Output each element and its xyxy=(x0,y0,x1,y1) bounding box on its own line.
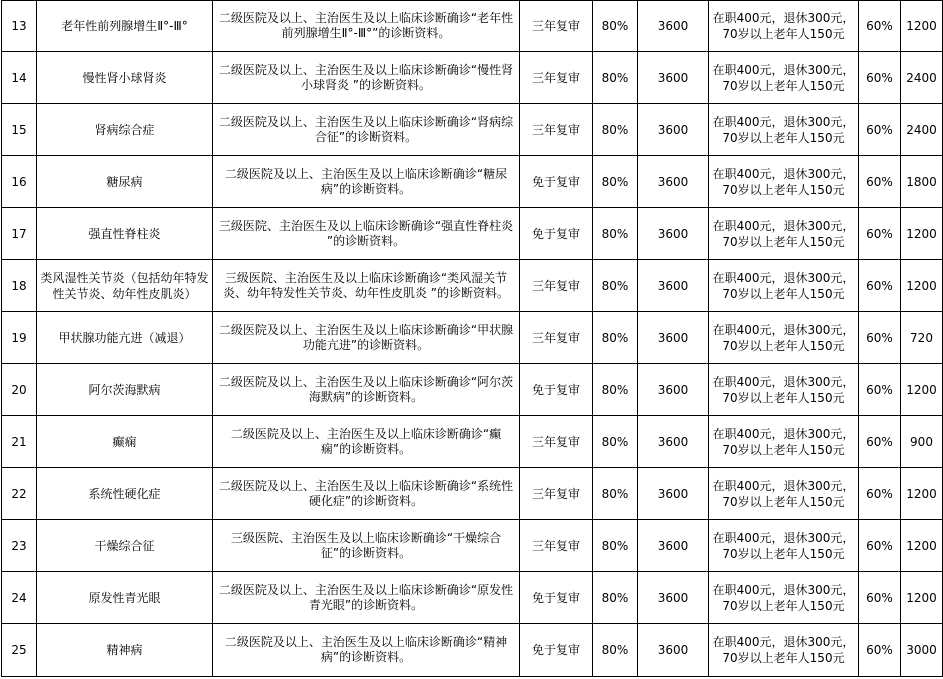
diagnosis-condition: 二级医院及以上、主治医生及以上临床诊断确诊“肾病综合征”的诊断资料。 xyxy=(213,104,520,156)
review-cycle: 三年复审 xyxy=(520,416,593,468)
row-number: 20 xyxy=(2,364,37,416)
review-cycle: 三年复审 xyxy=(520,468,593,520)
diagnosis-condition: 二级医院及以上、主治医生及以上临床诊断确诊“慢性肾小球肾炎 ”的诊断资料。 xyxy=(213,52,520,104)
disease-name: 干燥综合征 xyxy=(37,520,213,572)
annual-amount: 2400 xyxy=(901,52,943,104)
limit-amount: 3600 xyxy=(638,208,709,260)
reimbursement-ratio: 80% xyxy=(593,1,638,52)
annual-amount: 1200 xyxy=(901,260,943,312)
secondary-ratio: 60% xyxy=(859,260,901,312)
reimbursement-ratio: 80% xyxy=(593,208,638,260)
row-number: 25 xyxy=(2,624,37,677)
reimbursement-ratio: 80% xyxy=(593,312,638,364)
limit-amount: 3600 xyxy=(638,52,709,104)
reimbursement-ratio: 80% xyxy=(593,156,638,208)
disease-name: 老年性前列腺增生Ⅱ°-Ⅲ° xyxy=(37,1,213,52)
secondary-ratio: 60% xyxy=(859,468,901,520)
threshold-benefit: 在职400元，退休300元，70岁以上老年人150元 xyxy=(709,416,859,468)
review-cycle: 三年复审 xyxy=(520,104,593,156)
reimbursement-ratio: 80% xyxy=(593,104,638,156)
threshold-benefit: 在职400元，退休300元，70岁以上老年人150元 xyxy=(709,624,859,677)
secondary-ratio: 60% xyxy=(859,416,901,468)
annual-amount: 1200 xyxy=(901,468,943,520)
diagnosis-condition: 二级医院及以上、主治医生及以上临床诊断确诊“糖尿病”的诊断资料。 xyxy=(213,156,520,208)
row-number: 17 xyxy=(2,208,37,260)
disease-name: 慢性肾小球肾炎 xyxy=(37,52,213,104)
secondary-ratio: 60% xyxy=(859,156,901,208)
table-row xyxy=(2,416,943,468)
review-cycle: 三年复审 xyxy=(520,520,593,572)
diagnosis-condition: 二级医院及以上、主治医生及以上临床诊断确诊“系统性硬化症”的诊断资料。 xyxy=(213,468,520,520)
disease-name: 糖尿病 xyxy=(37,156,213,208)
secondary-ratio: 60% xyxy=(859,208,901,260)
diagnosis-condition: 二级医院及以上、主治医生及以上临床诊断确诊“精神病”的诊断资料。 xyxy=(213,624,520,677)
secondary-ratio: 60% xyxy=(859,520,901,572)
row-number: 15 xyxy=(2,104,37,156)
secondary-ratio: 60% xyxy=(859,1,901,52)
table-row xyxy=(2,260,943,312)
review-cycle: 免于复审 xyxy=(520,208,593,260)
review-cycle: 免于复审 xyxy=(520,156,593,208)
diagnosis-condition: 三级医院、主治医生及以上临床诊断确诊“强直性脊柱炎 ”的诊断资料。 xyxy=(213,208,520,260)
reimbursement-ratio: 80% xyxy=(593,260,638,312)
annual-amount: 2400 xyxy=(901,104,943,156)
row-number: 24 xyxy=(2,572,37,624)
annual-amount: 1200 xyxy=(901,364,943,416)
secondary-ratio: 60% xyxy=(859,52,901,104)
limit-amount: 3600 xyxy=(638,468,709,520)
diagnosis-condition: 二级医院及以上、主治医生及以上临床诊断确诊“原发性青光眼”的诊断资料。 xyxy=(213,572,520,624)
review-cycle: 三年复审 xyxy=(520,260,593,312)
diagnosis-condition: 二级医院及以上、主治医生及以上临床诊断确诊“阿尔茨海默病”的诊断资料。 xyxy=(213,364,520,416)
annual-amount: 1200 xyxy=(901,520,943,572)
table-row xyxy=(2,572,943,624)
review-cycle: 免于复审 xyxy=(520,624,593,677)
row-number: 22 xyxy=(2,468,37,520)
row-number: 19 xyxy=(2,312,37,364)
review-cycle: 免于复审 xyxy=(520,364,593,416)
table-row xyxy=(2,364,943,416)
disease-name: 肾病综合症 xyxy=(37,104,213,156)
reimbursement-ratio: 80% xyxy=(593,416,638,468)
table-row xyxy=(2,520,943,572)
disease-name: 精神病 xyxy=(37,624,213,677)
table-row xyxy=(2,312,943,364)
secondary-ratio: 60% xyxy=(859,624,901,677)
review-cycle: 三年复审 xyxy=(520,52,593,104)
table-row xyxy=(2,52,943,104)
table-row xyxy=(2,468,943,520)
row-number: 21 xyxy=(2,416,37,468)
table-row xyxy=(2,208,943,260)
row-number: 23 xyxy=(2,520,37,572)
limit-amount: 3600 xyxy=(638,1,709,52)
review-cycle: 免于复审 xyxy=(520,572,593,624)
annual-amount: 1200 xyxy=(901,572,943,624)
disease-name: 癫痫 xyxy=(37,416,213,468)
limit-amount: 3600 xyxy=(638,156,709,208)
secondary-ratio: 60% xyxy=(859,572,901,624)
threshold-benefit: 在职400元，退休300元，70岁以上老年人150元 xyxy=(709,260,859,312)
review-cycle: 三年复审 xyxy=(520,1,593,52)
threshold-benefit: 在职400元，退休300元，70岁以上老年人150元 xyxy=(709,156,859,208)
threshold-benefit: 在职400元，退休300元，70岁以上老年人150元 xyxy=(709,572,859,624)
disease-name: 阿尔茨海默病 xyxy=(37,364,213,416)
reimbursement-ratio: 80% xyxy=(593,52,638,104)
reimbursement-ratio: 80% xyxy=(593,364,638,416)
disease-name: 甲状腺功能亢进（减退） xyxy=(37,312,213,364)
row-number: 18 xyxy=(2,260,37,312)
table-row xyxy=(2,156,943,208)
threshold-benefit: 在职400元，退休300元，70岁以上老年人150元 xyxy=(709,208,859,260)
threshold-benefit: 在职400元，退休300元，70岁以上老年人150元 xyxy=(709,1,859,52)
row-number: 16 xyxy=(2,156,37,208)
diagnosis-condition: 二级医院及以上、主治医生及以上临床诊断确诊“甲状腺功能亢进”的诊断资料。 xyxy=(213,312,520,364)
table-row xyxy=(2,624,943,677)
threshold-benefit: 在职400元，退休300元，70岁以上老年人150元 xyxy=(709,520,859,572)
disease-table xyxy=(1,0,943,677)
reimbursement-ratio: 80% xyxy=(593,520,638,572)
disease-name: 类风湿性关节炎（包括幼年特发性关节炎、幼年性皮肌炎） xyxy=(37,260,213,312)
reimbursement-ratio: 80% xyxy=(593,624,638,677)
reimbursement-ratio: 80% xyxy=(593,468,638,520)
annual-amount: 1200 xyxy=(901,208,943,260)
secondary-ratio: 60% xyxy=(859,104,901,156)
review-cycle: 三年复审 xyxy=(520,312,593,364)
secondary-ratio: 60% xyxy=(859,312,901,364)
disease-name: 原发性青光眼 xyxy=(37,572,213,624)
table-row xyxy=(2,104,943,156)
reimbursement-ratio: 80% xyxy=(593,572,638,624)
limit-amount: 3600 xyxy=(638,520,709,572)
threshold-benefit: 在职400元，退休300元，70岁以上老年人150元 xyxy=(709,364,859,416)
annual-amount: 1200 xyxy=(901,1,943,52)
annual-amount: 1800 xyxy=(901,156,943,208)
limit-amount: 3600 xyxy=(638,416,709,468)
threshold-benefit: 在职400元，退休300元，70岁以上老年人150元 xyxy=(709,104,859,156)
limit-amount: 3600 xyxy=(638,624,709,677)
diagnosis-condition: 三级医院、主治医生及以上临床诊断确诊“类风湿关节炎、幼年特发性关节炎、幼年性皮肌炎 ”的诊断资料。 xyxy=(213,260,520,312)
annual-amount: 720 xyxy=(901,312,943,364)
threshold-benefit: 在职400元，退休300元，70岁以上老年人150元 xyxy=(709,468,859,520)
threshold-benefit: 在职400元，退休300元，70岁以上老年人150元 xyxy=(709,52,859,104)
row-number: 14 xyxy=(2,52,37,104)
annual-amount: 3000 xyxy=(901,624,943,677)
disease-name: 系统性硬化症 xyxy=(37,468,213,520)
limit-amount: 3600 xyxy=(638,260,709,312)
disease-name: 强直性脊柱炎 xyxy=(37,208,213,260)
secondary-ratio: 60% xyxy=(859,364,901,416)
limit-amount: 3600 xyxy=(638,312,709,364)
table-row xyxy=(2,1,943,52)
limit-amount: 3600 xyxy=(638,104,709,156)
diagnosis-condition: 二级医院及以上、主治医生及以上临床诊断确诊“癫痫”的诊断资料。 xyxy=(213,416,520,468)
row-number: 13 xyxy=(2,1,37,52)
threshold-benefit: 在职400元，退休300元，70岁以上老年人150元 xyxy=(709,312,859,364)
annual-amount: 900 xyxy=(901,416,943,468)
diagnosis-condition: 二级医院及以上、主治医生及以上临床诊断确诊“老年性前列腺增生Ⅱ°-Ⅲ°”的诊断资料。 xyxy=(213,1,520,52)
diagnosis-condition: 三级医院、主治医生及以上临床诊断确诊“干燥综合征”的诊断资料。 xyxy=(213,520,520,572)
limit-amount: 3600 xyxy=(638,572,709,624)
limit-amount: 3600 xyxy=(638,364,709,416)
